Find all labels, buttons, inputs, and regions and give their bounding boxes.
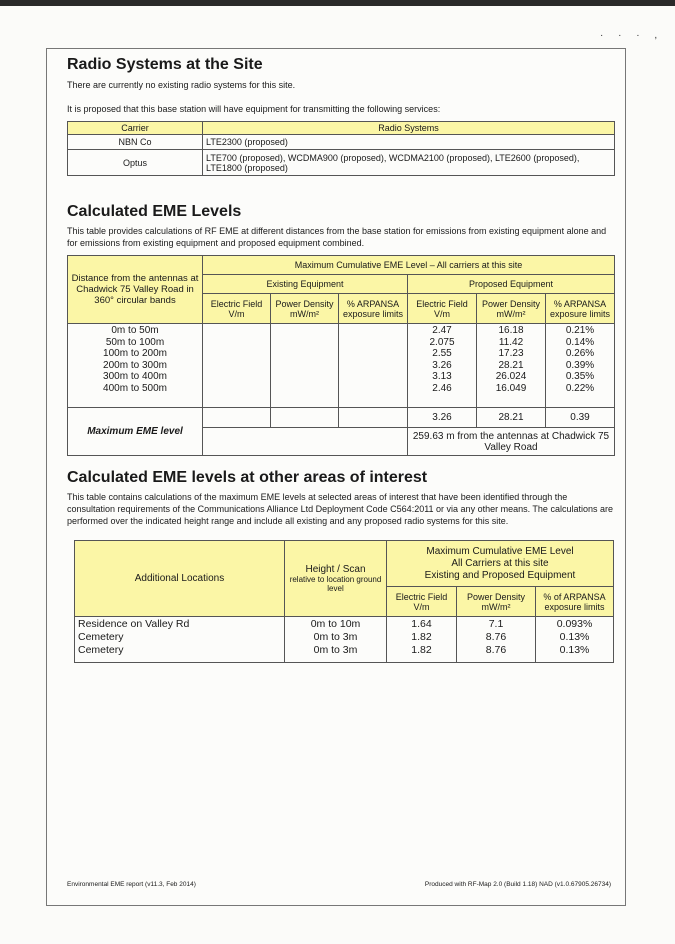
section-title-areas-of-interest: Calculated EME levels at other areas of interest: [67, 469, 428, 486]
carrier-cell: Optus: [68, 150, 203, 176]
arpansa-cell: [536, 617, 614, 663]
systems-cell: LTE2300 (proposed): [203, 135, 615, 150]
max-cumulative-header: Maximum Cumulative EME Level – All carriers at this site: [203, 256, 615, 275]
height-value: 0m to 10m: [310, 618, 361, 630]
ef-value: 2.55: [432, 348, 452, 360]
existing-max-pd-cell: [271, 408, 339, 428]
table-header-row: [75, 541, 614, 587]
proposed-pd-header: Power Density mW/m²: [477, 294, 546, 324]
footer-left: Environmental EME report (v11.3, Feb 2014): [67, 881, 196, 888]
ef-value: 3.13: [432, 371, 452, 383]
ef-value: 1.82: [411, 644, 432, 656]
pd-value: 26.024: [495, 371, 527, 383]
existing-max-arpansa-cell: [339, 408, 408, 428]
proposed-arpansa-cell: [546, 324, 615, 408]
eme-description: This table provides calculations of RF EME at different distances from the base station for emissions from existing equipment alone and for emissions from existing equipment and proposed equipment combined.: [67, 226, 607, 248]
arpansa-header: % of ARPANSA exposure limits: [536, 587, 614, 617]
radio-systems-table: [67, 121, 615, 176]
proposed-ef-cell: [408, 324, 477, 408]
distance-header: Distance from the antennas at Chadwick 75 Valley Road in 360° circular bands: [68, 256, 203, 324]
pct-value: 0.26%: [565, 348, 595, 360]
ef-value: 1.64: [411, 618, 432, 630]
max-pd-value: 28.21: [477, 408, 546, 428]
pct-value: 0.21%: [565, 325, 595, 336]
section-title-radio-systems: Radio Systems at the Site: [67, 56, 263, 73]
pd-value: 8.76: [485, 644, 507, 656]
additional-locations-header: Additional Locations: [75, 541, 285, 617]
height-value: 0m to 3m: [313, 644, 358, 656]
carrier-cell: NBN Co: [68, 135, 203, 150]
section-title-eme-levels: Calculated EME Levels: [67, 203, 242, 220]
distance-bands-cell: [68, 324, 203, 408]
distance-band: 400m to 500m: [103, 382, 167, 394]
carrier-header: Carrier: [68, 122, 203, 135]
proposed-equipment-header: Proposed Equipment: [408, 275, 615, 294]
pct-value: 0.093%: [556, 618, 593, 630]
pct-value: 0.22%: [565, 382, 595, 394]
no-existing-systems-text: There are currently no existing radio systems for this site.: [67, 80, 296, 90]
max-header-line: All Carriers at this site: [451, 557, 549, 569]
pd-header: Power Density mW/m²: [457, 587, 536, 617]
ef-value: 2.075: [429, 336, 455, 348]
existing-max-location-cell: [203, 428, 408, 456]
ef-value: 2.46: [432, 382, 452, 394]
distance-band: 300m to 400m: [103, 371, 167, 383]
systems-cell: LTE700 (proposed), WCDMA900 (proposed), WCDMA2100 (proposed), LTE2600 (proposed), LTE1800 (proposed): [203, 150, 615, 176]
scan-specks: · · · ,: [600, 30, 664, 41]
proposed-ef-header: Electric Field V/m: [408, 294, 477, 324]
distance-band: 50m to 100m: [105, 336, 165, 348]
pd-value: 16.18: [498, 325, 524, 336]
existing-arpansa-cell: [339, 324, 408, 408]
proposed-arpansa-header: % ARPANSA exposure limits: [546, 294, 615, 324]
max-cumulative-header: [387, 541, 614, 587]
existing-equipment-header: Existing Equipment: [203, 275, 408, 294]
pd-value: 11.42: [498, 336, 524, 348]
proposal-text: It is proposed that this base station will have equipment for transmitting the following services:: [67, 104, 441, 114]
table-header-row: [68, 256, 615, 275]
areas-of-interest-description: This table contains calculations of the maximum EME levels at selected areas of interest that have been identified through the consultation requirements of the Communications Alliance Ltd Deployment Code C564:2011 or via any other means. The calculations are performed over the indicated height range and include all existing and any proposed radio systems for this site.: [67, 492, 613, 526]
pct-value: 0.39%: [565, 359, 595, 371]
max-location-value: 259.63 m from the antennas at Chadwick 75 Valley Road: [408, 428, 615, 456]
radio-systems-header: Radio Systems: [203, 122, 615, 135]
ef-value: 1.82: [411, 631, 432, 643]
distance-band: 100m to 200m: [103, 348, 167, 360]
location-name: Cemetery: [78, 631, 124, 643]
maximum-eme-label: Maximum EME level: [68, 408, 203, 456]
max-header-line: Maximum Cumulative EME Level: [426, 545, 574, 557]
pd-value: 7.1: [488, 618, 504, 630]
existing-pd-header: Power Density mW/m²: [271, 294, 339, 324]
ef-header: Electric Field V/m: [387, 587, 457, 617]
existing-arpansa-header: % ARPANSA exposure limits: [339, 294, 408, 324]
pct-value: 0.14%: [565, 336, 595, 348]
page-content: [67, 55, 615, 663]
ef-cell: [387, 617, 457, 663]
table-row: [68, 324, 615, 408]
pct-value: 0.13%: [559, 644, 590, 656]
table-row: [68, 150, 615, 176]
existing-ef-header: Electric Field V/m: [203, 294, 271, 324]
existing-pd-cell: [271, 324, 339, 408]
pct-value: 0.13%: [559, 631, 590, 643]
scan-edge-bar: [0, 0, 675, 6]
height-scan-title: Height / Scan: [305, 564, 366, 575]
distance-band: 0m to 50m: [111, 325, 159, 336]
height-scan-subtitle: relative to location ground level: [289, 575, 382, 593]
max-pct-value: 0.39: [546, 408, 615, 428]
locations-cell: [75, 617, 285, 663]
heights-cell: [285, 617, 387, 663]
location-name: Cemetery: [78, 644, 124, 656]
existing-ef-cell: [203, 324, 271, 408]
height-scan-header: [285, 541, 387, 617]
max-ef-value: 3.26: [408, 408, 477, 428]
areas-of-interest-table: [74, 540, 614, 663]
table-row: [68, 135, 615, 150]
proposed-pd-cell: [477, 324, 546, 408]
existing-max-ef-cell: [203, 408, 271, 428]
distance-band: 200m to 300m: [103, 359, 167, 371]
pd-cell: [457, 617, 536, 663]
height-value: 0m to 3m: [313, 631, 358, 643]
pd-value: 16.049: [495, 382, 527, 394]
eme-levels-table: [67, 255, 615, 456]
pd-value: 17.23: [498, 348, 524, 360]
location-name: Residence on Valley Rd: [78, 618, 190, 630]
ef-value: 2.47: [432, 325, 452, 336]
table-row: [68, 408, 615, 428]
pct-value: 0.35%: [565, 371, 595, 383]
report-page: [46, 48, 626, 906]
pd-value: 28.21: [498, 359, 524, 371]
pd-value: 8.76: [485, 631, 507, 643]
max-header-line: Existing and Proposed Equipment: [424, 569, 576, 581]
footer-right: Produced with RF-Map 2.0 (Build 1.18) NAD (v1.0.67905.26734): [424, 881, 611, 888]
ef-value: 3.26: [432, 359, 452, 371]
table-row: [75, 617, 614, 663]
table-header-row: [68, 122, 615, 135]
